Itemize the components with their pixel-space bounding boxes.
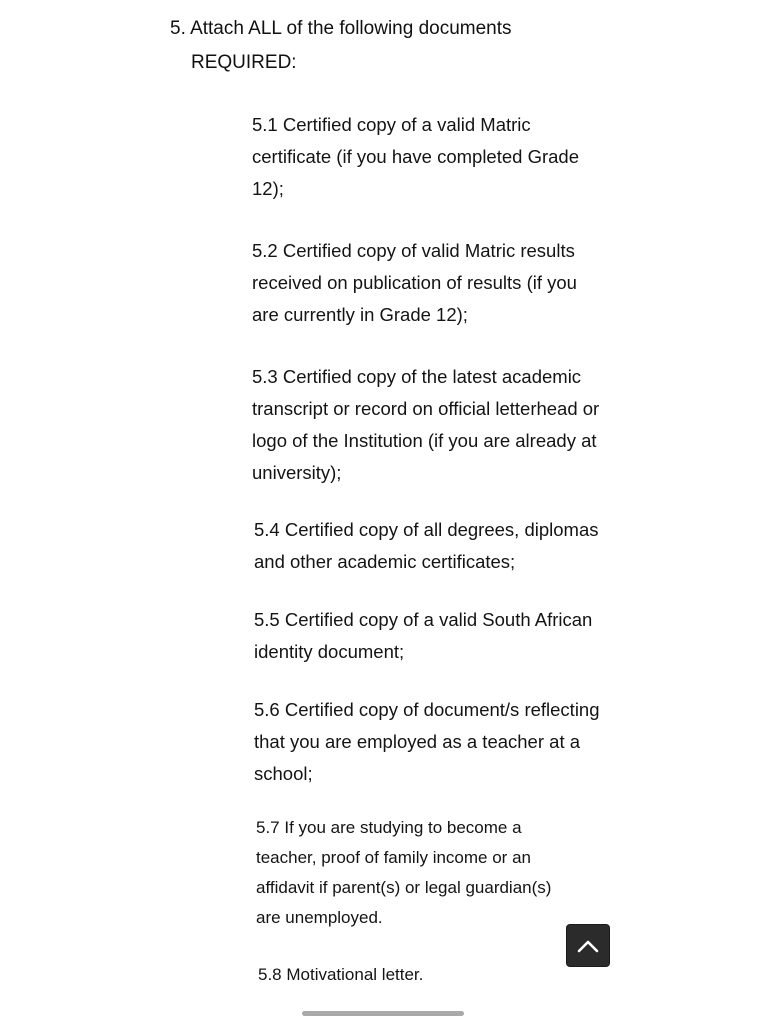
section-heading: 5. Attach ALL of the following documents	[170, 18, 512, 39]
document-item-5-5: 5.5 Certified copy of a valid South African identity document;	[254, 609, 593, 662]
document-item-5-3: 5.3 Certified copy of the latest academic transcript or record on official letterhead or logo of the Institution (if you are already at university);	[252, 366, 600, 483]
document-item-5-7: 5.7 If you are studying to become a teacher, proof of family income or an affidavit if parent(s) or legal guardian(s) are unemployed.	[256, 818, 552, 927]
home-indicator-bar[interactable]	[302, 1011, 464, 1016]
chevron-up-icon	[577, 939, 599, 953]
document-item-5-4: 5.4 Certified copy of all degrees, diplomas and other academic certificates;	[254, 519, 599, 572]
scroll-to-top-button[interactable]	[566, 924, 610, 967]
document-item-5-2: 5.2 Certified copy of valid Matric results received on publication of results (if you are currently in Grade 12);	[252, 240, 577, 325]
document-item-5-1: 5.1 Certified copy of a valid Matric certificate (if you have completed Grade 12);	[252, 114, 579, 199]
document-item-5-6: 5.6 Certified copy of document/s reflecting that you are employed as a teacher at a school;	[254, 699, 600, 784]
section-heading-required: REQUIRED:	[191, 52, 297, 73]
document-item-5-8: 5.8 Motivational letter.	[258, 965, 424, 984]
